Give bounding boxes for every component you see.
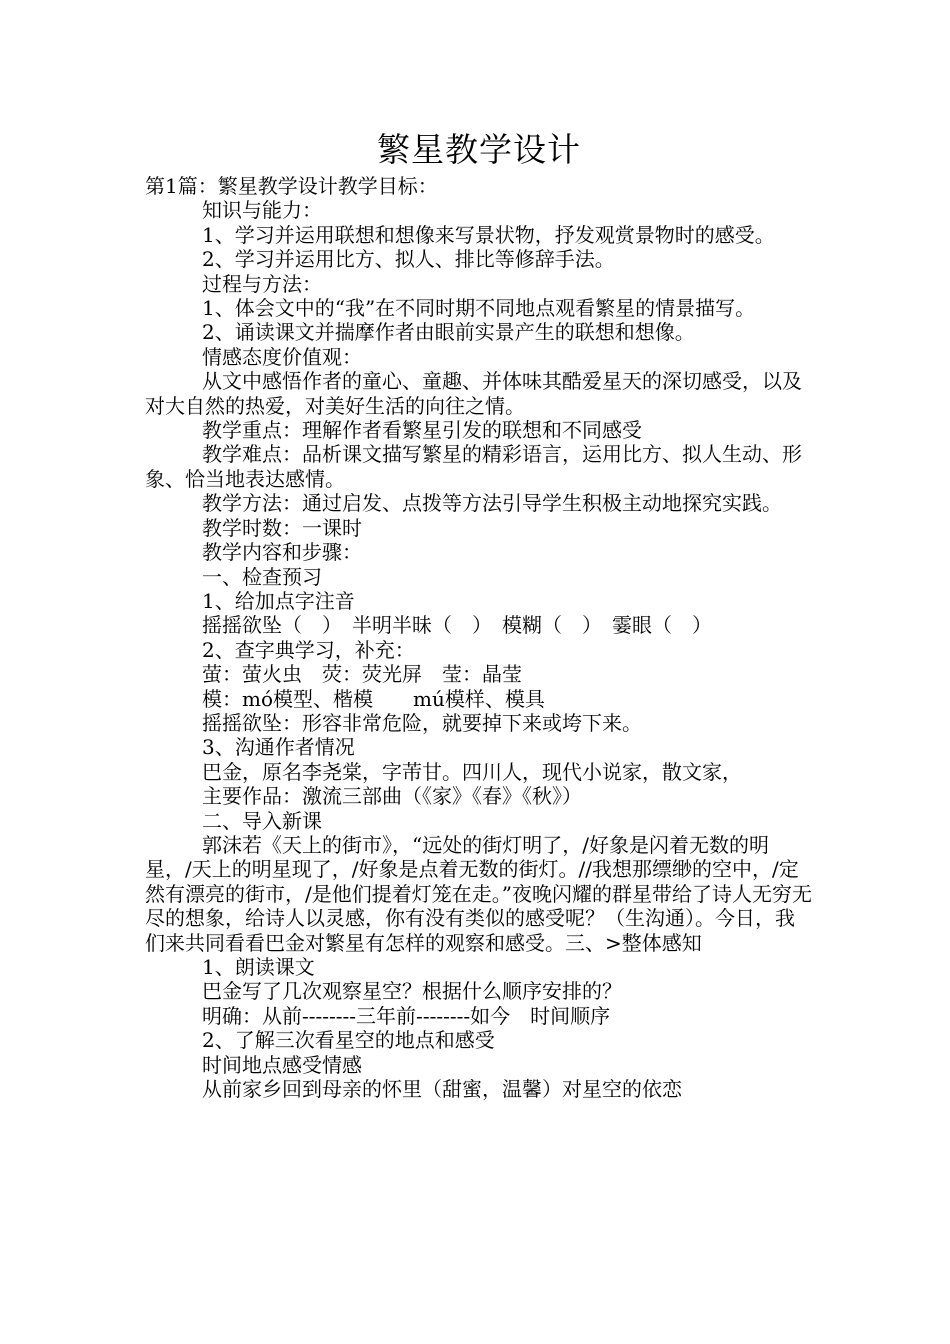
paragraph-steps: 教学内容和步骤：: [202, 540, 362, 565]
paragraph-method: 教学方法：通过启发、点拨等方法引导学生积极主动地探究实践。: [202, 491, 782, 516]
document-body: [145, 174, 813, 1101]
paragraph-key-point: 教学重点：理解作者看繁星引发的联想和不同感受: [202, 418, 642, 443]
paragraph: 明确：从前--------三年前--------如今 时间顺序: [202, 1003, 611, 1028]
section-heading-preview: 一、检查预习: [202, 564, 322, 589]
paragraph: 模：mó模型、楷模 mú模样、模具: [202, 686, 545, 711]
section-heading-values: 情感态度价值观：: [202, 344, 362, 369]
paragraph: 1、学习并运用联想和想像来写景状物，抒发观赏景物时的感受。: [202, 222, 775, 247]
paragraph: 从前家乡回到母亲的怀里（甜蜜，温馨）对星空的依恋: [202, 1077, 682, 1102]
paragraph: 巴金写了几次观察星空？根据什么顺序安排的？: [202, 979, 622, 1004]
paragraph: 1、给加点字注音: [202, 588, 355, 613]
section-heading-process: 过程与方法：: [202, 271, 322, 296]
paragraph-pinyin-blanks: 摇摇欲坠（ ） 半明半昧（ ） 模糊（ ） 霎眼（ ）: [202, 613, 712, 638]
paragraph: 1、朗读课文: [202, 955, 315, 979]
paragraph: 主要作品：激流三部曲（《家》《春》《秋》）: [202, 784, 582, 809]
paragraph: 萤：萤火虫 荧：荧光屏 莹：晶莹: [202, 662, 522, 687]
paragraph-difficulty: 教学难点：品析课文描写繁星的精彩语言，运用比方、拟人生动、形象、恰当地表达感情。: [145, 442, 802, 491]
section-heading-knowledge: 知识与能力：: [202, 198, 322, 223]
paragraph: 1、体会文中的“我”在不同时期不同地点观看繁星的情景描写。: [202, 296, 756, 321]
paragraph: 巴金，原名李尧棠，字芾甘。四川人，现代小说家，散文家，: [202, 759, 742, 784]
article-heading: 第1篇：繁星教学设计教学目标：: [145, 174, 438, 198]
paragraph: 3、沟通作者情况: [202, 735, 355, 760]
paragraph: 2、诵读课文并揣摩作者由眼前实景产生的联想和想像。: [202, 320, 695, 345]
paragraph: 时间地点感受情感: [202, 1052, 362, 1077]
paragraph: 从文中感悟作者的童心、童趣、并体味其酷爱星天的深切感受，以及对大自然的热爱，对美好生活的向往之情。: [145, 369, 802, 418]
section-heading-intro: 二、导入新课: [202, 808, 322, 833]
paragraph-poem-quote: 郭沫若《天上的街市》，“远处的街灯明了，/好象是闪着无数的明星，/天上的明星现了，/好象是点着无数的街灯。//我想那缥缈的空中，/定然有漂亮的街市，/是他们提着灯笼在走。”夜晚闪耀的群星带给了诗人无穷无尽的想象，给诗人以灵感，你有没有类似的感受呢？（生沟通）。今日，我们来共同看看巴金对繁星有怎样的观察和感受。三、>整体感知: [145, 832, 812, 955]
paragraph: 2、学习并运用比方、拟人、排比等修辞手法。: [202, 247, 615, 272]
paragraph: 摇摇欲坠：形容非常危险，就要掉下来或垮下来。: [202, 710, 642, 735]
document-title: 繁星教学设计: [377, 130, 581, 169]
document-page: [145, 126, 813, 1101]
paragraph-hours: 教学时数：一课时: [202, 515, 362, 540]
paragraph: 2、了解三次看星空的地点和感受: [202, 1028, 495, 1053]
paragraph: 2、查字典学习，补充：: [202, 637, 415, 662]
